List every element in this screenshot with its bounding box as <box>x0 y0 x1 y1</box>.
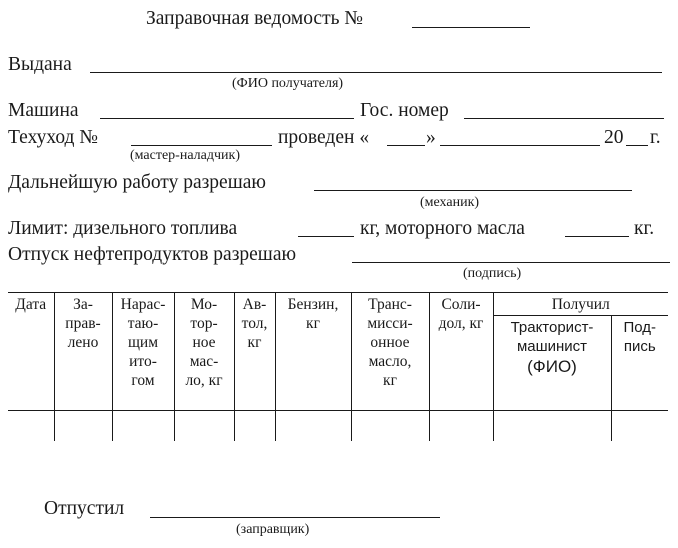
motor-oil-line-3: ное <box>192 334 216 351</box>
col-autol-header <box>234 293 275 411</box>
filled-line-3: лено <box>67 334 99 351</box>
gasoline-line-2: кг <box>306 315 320 332</box>
tractor-driver-line-3: (ФИО) <box>527 357 577 376</box>
year-prefix: 20 <box>604 127 624 148</box>
cell-signature[interactable] <box>611 411 668 441</box>
kg-motor-oil-label: кг, моторного масла <box>360 218 525 239</box>
issued-to-line[interactable] <box>90 72 662 73</box>
maintenance-caption: (мастер-наладчик) <box>130 148 240 163</box>
transmission-line-2: мисси- <box>367 315 413 332</box>
cell-solidol[interactable] <box>429 411 493 441</box>
col-solidol-header <box>429 293 493 411</box>
machine-line[interactable] <box>100 118 354 119</box>
cell-transmission-oil[interactable] <box>351 411 429 441</box>
col-date-label: Дата <box>15 296 47 313</box>
release-label: Отпуск нефтепродуктов разрешаю <box>8 244 297 265</box>
reg-number-line[interactable] <box>464 118 664 119</box>
col-date-header <box>8 293 54 411</box>
received-label: Получил <box>551 296 610 313</box>
col-signature-header <box>611 316 668 411</box>
cumulative-line-3: щим <box>127 334 159 351</box>
col-cumulative-header <box>112 293 174 411</box>
reg-number-label: Гос. номер <box>360 100 449 121</box>
year-line[interactable] <box>626 145 648 146</box>
cell-gasoline[interactable] <box>275 411 351 441</box>
signature-line-1: Под- <box>623 319 657 336</box>
cumulative-line-1: Нарас- <box>120 296 166 313</box>
col-gasoline-header <box>275 293 351 411</box>
kg-end-label: кг. <box>634 218 655 239</box>
filled-line-2: прав- <box>65 315 101 332</box>
refueling-table <box>8 292 668 441</box>
transmission-line-5: кг <box>383 372 397 389</box>
motor-oil-line-5: ло, кг <box>185 372 223 389</box>
further-work-line[interactable] <box>314 190 632 191</box>
day-line[interactable] <box>387 145 425 146</box>
col-tractor-driver-header <box>493 316 611 411</box>
cell-filled[interactable] <box>54 411 112 441</box>
month-line[interactable] <box>440 145 600 146</box>
limit-label: Лимит: дизельного топлива <box>8 218 238 239</box>
cell-motor-oil[interactable] <box>174 411 234 441</box>
solidol-line-2: дол, кг <box>438 315 484 332</box>
filled-line-1: За- <box>73 296 93 313</box>
autol-line-2: тол, <box>241 315 268 332</box>
motor-oil-line-1: Мо- <box>190 296 218 313</box>
cumulative-line-2: таю- <box>127 315 159 332</box>
cumulative-line-5: гом <box>131 372 155 389</box>
held-close-quote: » <box>426 127 436 148</box>
cell-date[interactable] <box>8 411 54 441</box>
cell-tractor-driver[interactable] <box>493 411 611 441</box>
further-work-label: Дальнейшую работу разрешаю <box>8 172 266 193</box>
gasoline-line-1: Бензин, <box>287 296 339 313</box>
col-filled-header <box>54 293 112 411</box>
issued-to-caption: (ФИО получателя) <box>232 76 344 91</box>
motor-oil-line-2: тор- <box>190 315 218 332</box>
transmission-line-4: масло, <box>368 353 412 370</box>
transmission-line-1: Транс- <box>368 296 412 313</box>
maintenance-line[interactable] <box>131 145 272 146</box>
autol-line-1: Ав- <box>242 296 267 313</box>
col-transmission-oil-header <box>351 293 429 411</box>
transmission-line-3: онное <box>370 334 410 351</box>
form-number-line[interactable] <box>412 27 530 28</box>
cell-cumulative[interactable] <box>112 411 174 441</box>
year-suffix: г. <box>650 127 661 148</box>
form-title: Заправочная ведомость № <box>146 8 363 29</box>
cell-autol[interactable] <box>234 411 275 441</box>
solidol-line-1: Соли- <box>441 296 481 313</box>
machine-label: Машина <box>8 100 79 121</box>
diesel-limit-line[interactable] <box>298 236 354 237</box>
dispatched-label: Отпустил <box>44 498 125 519</box>
motor-oil-limit-line[interactable] <box>565 236 629 237</box>
further-work-caption: (механик) <box>420 195 480 210</box>
col-received-header <box>493 293 668 316</box>
col-motor-oil-header <box>174 293 234 411</box>
motor-oil-line-4: мас- <box>189 353 219 370</box>
signature-line-2: пись <box>623 338 656 355</box>
dispatched-line[interactable] <box>150 517 440 518</box>
release-caption: (подпись) <box>463 266 522 281</box>
dispatched-caption: (заправщик) <box>236 522 310 537</box>
held-label: проведен « <box>278 127 370 148</box>
issued-to-label: Выдана <box>8 54 72 75</box>
tractor-driver-line-2: машинист <box>516 338 588 355</box>
maintenance-label: Техуход № <box>8 127 98 148</box>
release-line[interactable] <box>352 262 670 263</box>
autol-line-3: кг <box>247 334 262 351</box>
tractor-driver-line-1: Тракторист- <box>510 319 594 336</box>
cumulative-line-4: ито- <box>129 353 157 370</box>
